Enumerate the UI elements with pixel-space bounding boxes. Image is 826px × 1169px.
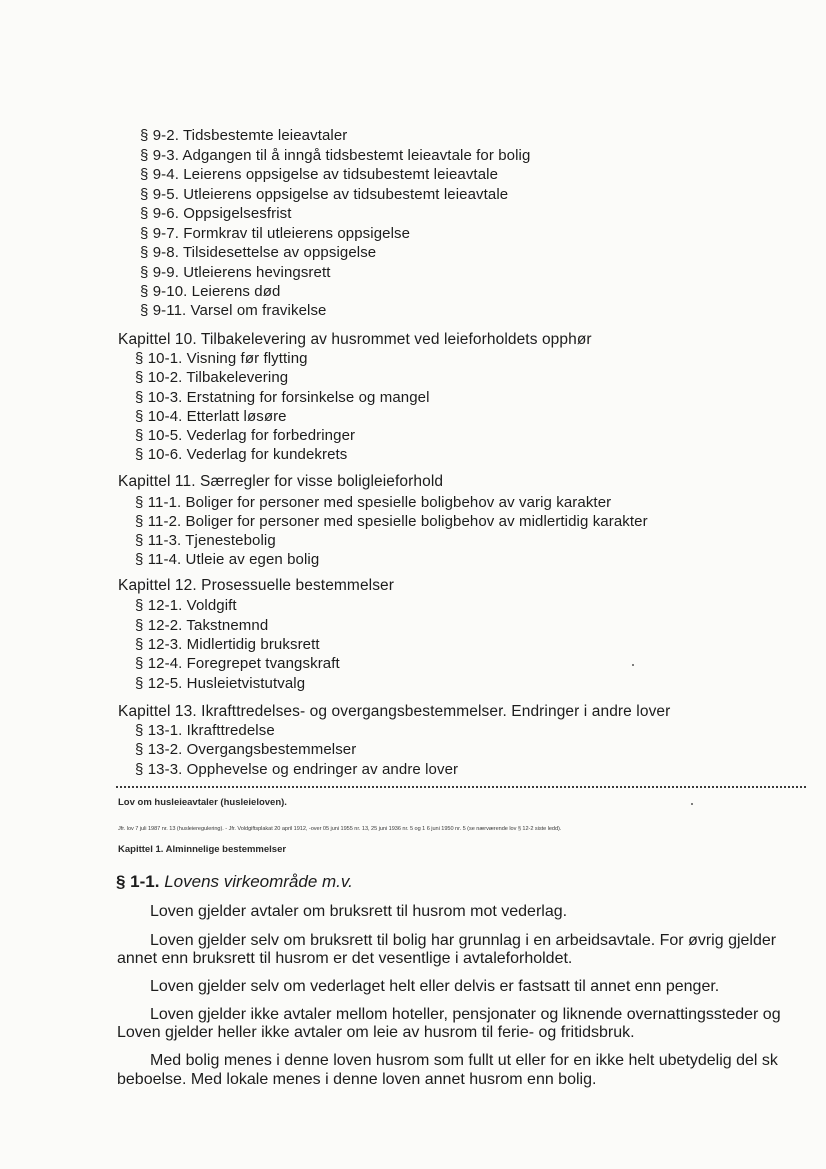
- toc-section: § 12-3. Midlertidig bruksrett: [135, 636, 320, 653]
- toc-section: § 10-1. Visning før flytting: [135, 350, 308, 367]
- toc-section: § 9-11. Varsel om fravikelse: [140, 302, 327, 319]
- paragraph-line: Loven gjelder selv om vederlaget helt eller delvis er fastsatt til annet enn penger.: [150, 978, 720, 995]
- paragraph-line: Loven gjelder heller ikke avtaler om leie av husrom til ferie- og fritidsbruk.: [117, 1024, 635, 1041]
- paragraph-line: Med bolig menes i denne loven husrom som fullt ut eller for en ikke helt ubetydelig del sk: [150, 1052, 778, 1069]
- section-heading: [116, 872, 353, 892]
- speck: [691, 803, 693, 805]
- paragraph-line: Loven gjelder ikke avtaler mellom hoteller, pensjonater og liknende overnattingssteder og: [150, 1006, 781, 1023]
- divider: [116, 786, 806, 790]
- toc-section: § 12-1. Voldgift: [135, 597, 237, 614]
- toc-chapter-heading: Kapittel 11. Særregler for visse boligleieforhold: [118, 473, 444, 490]
- toc-section: § 13-2. Overgangsbestemmelser: [135, 741, 357, 758]
- toc-section: § 12-2. Takstnemnd: [135, 617, 269, 634]
- toc-chapter-heading: Kapittel 12. Prosessuelle bestemmelser: [118, 577, 395, 594]
- toc-section: § 12-4. Foregrepet tvangskraft: [135, 655, 340, 672]
- speck: [632, 664, 634, 666]
- toc-section: § 11-4. Utleie av egen bolig: [135, 551, 320, 568]
- toc-chapter-heading: Kapittel 10. Tilbakelevering av husrommet ved leieforholdets opphør: [118, 331, 592, 348]
- section-title: Lovens virkeområde m.v.: [164, 872, 353, 891]
- paragraph-line: beboelse. Med lokale menes i denne loven annet husrom enn bolig.: [117, 1071, 597, 1088]
- toc-section: § 9-3. Adgangen til å inngå tidsbestemt leieavtale for bolig: [140, 147, 531, 164]
- paragraph-line: Loven gjelder selv om bruksrett til bolig har grunnlag i en arbeidsavtale. For øvrig gjelder: [150, 932, 777, 949]
- toc-section: § 11-1. Boliger for personer med spesielle boligbehov av varig karakter: [135, 494, 612, 511]
- toc-section: § 9-10. Leierens død: [140, 283, 281, 300]
- paragraph-line: Loven gjelder avtaler om bruksrett til husrom mot vederlag.: [150, 903, 568, 920]
- law-chapter-heading: Kapittel 1. Alminnelige bestemmelser: [118, 844, 287, 855]
- law-title: Lov om husleieavtaler (husleieloven).: [118, 797, 287, 808]
- toc-section: § 9-6. Oppsigelsesfrist: [140, 205, 292, 222]
- toc-section: § 9-4. Leierens oppsigelse av tidsubestemt leieavtale: [140, 166, 499, 183]
- section-number: § 1-1.: [116, 872, 160, 891]
- paragraph-line: annet enn bruksrett til husrom er det vesentlige i avtaleforholdet.: [117, 950, 573, 967]
- toc-section: § 10-3. Erstatning for forsinkelse og mangel: [135, 389, 430, 406]
- toc-section: § 9-8. Tilsidesettelse av oppsigelse: [140, 244, 377, 261]
- toc-section: § 13-3. Opphevelse og endringer av andre lover: [135, 761, 459, 778]
- toc-section: § 12-5. Husleietvistutvalg: [135, 675, 306, 692]
- toc-section: § 10-5. Vederlag for forbedringer: [135, 427, 356, 444]
- toc-section: § 11-3. Tjenestebolig: [135, 532, 276, 549]
- toc-section: § 10-4. Etterlatt løsøre: [135, 408, 287, 425]
- toc-chapter-heading: Kapittel 13. Ikrafttredelses- og overgangsbestemmelser. Endringer i andre lover: [118, 703, 671, 720]
- toc-section: § 9-9. Utleierens hevingsrett: [140, 264, 331, 281]
- toc-section: § 9-7. Formkrav til utleierens oppsigelse: [140, 225, 411, 242]
- toc-section: § 11-2. Boliger for personer med spesielle boligbehov av midlertidig karakter: [135, 513, 648, 530]
- toc-section: § 9-2. Tidsbestemte leieavtaler: [140, 127, 348, 144]
- toc-section: § 9-5. Utleierens oppsigelse av tidsubestemt leieavtale: [140, 186, 509, 203]
- toc-section: § 10-6. Vederlag for kundekrets: [135, 446, 348, 463]
- law-reference: Jfr. lov 7 juli 1987 nr. 13 (husleieregulering). - Jfr. Voldgiftsplakat 20 april 1912, -over 05 juni 1955 nr. 13, 25 juni 1936 nr. 5 og 1 6 juni 1950 nr. 5 (se nærværende lov § 12-2 siste ledd).: [118, 826, 562, 832]
- toc-section: § 13-1. Ikrafttredelse: [135, 722, 275, 739]
- toc-section: § 10-2. Tilbakelevering: [135, 369, 289, 386]
